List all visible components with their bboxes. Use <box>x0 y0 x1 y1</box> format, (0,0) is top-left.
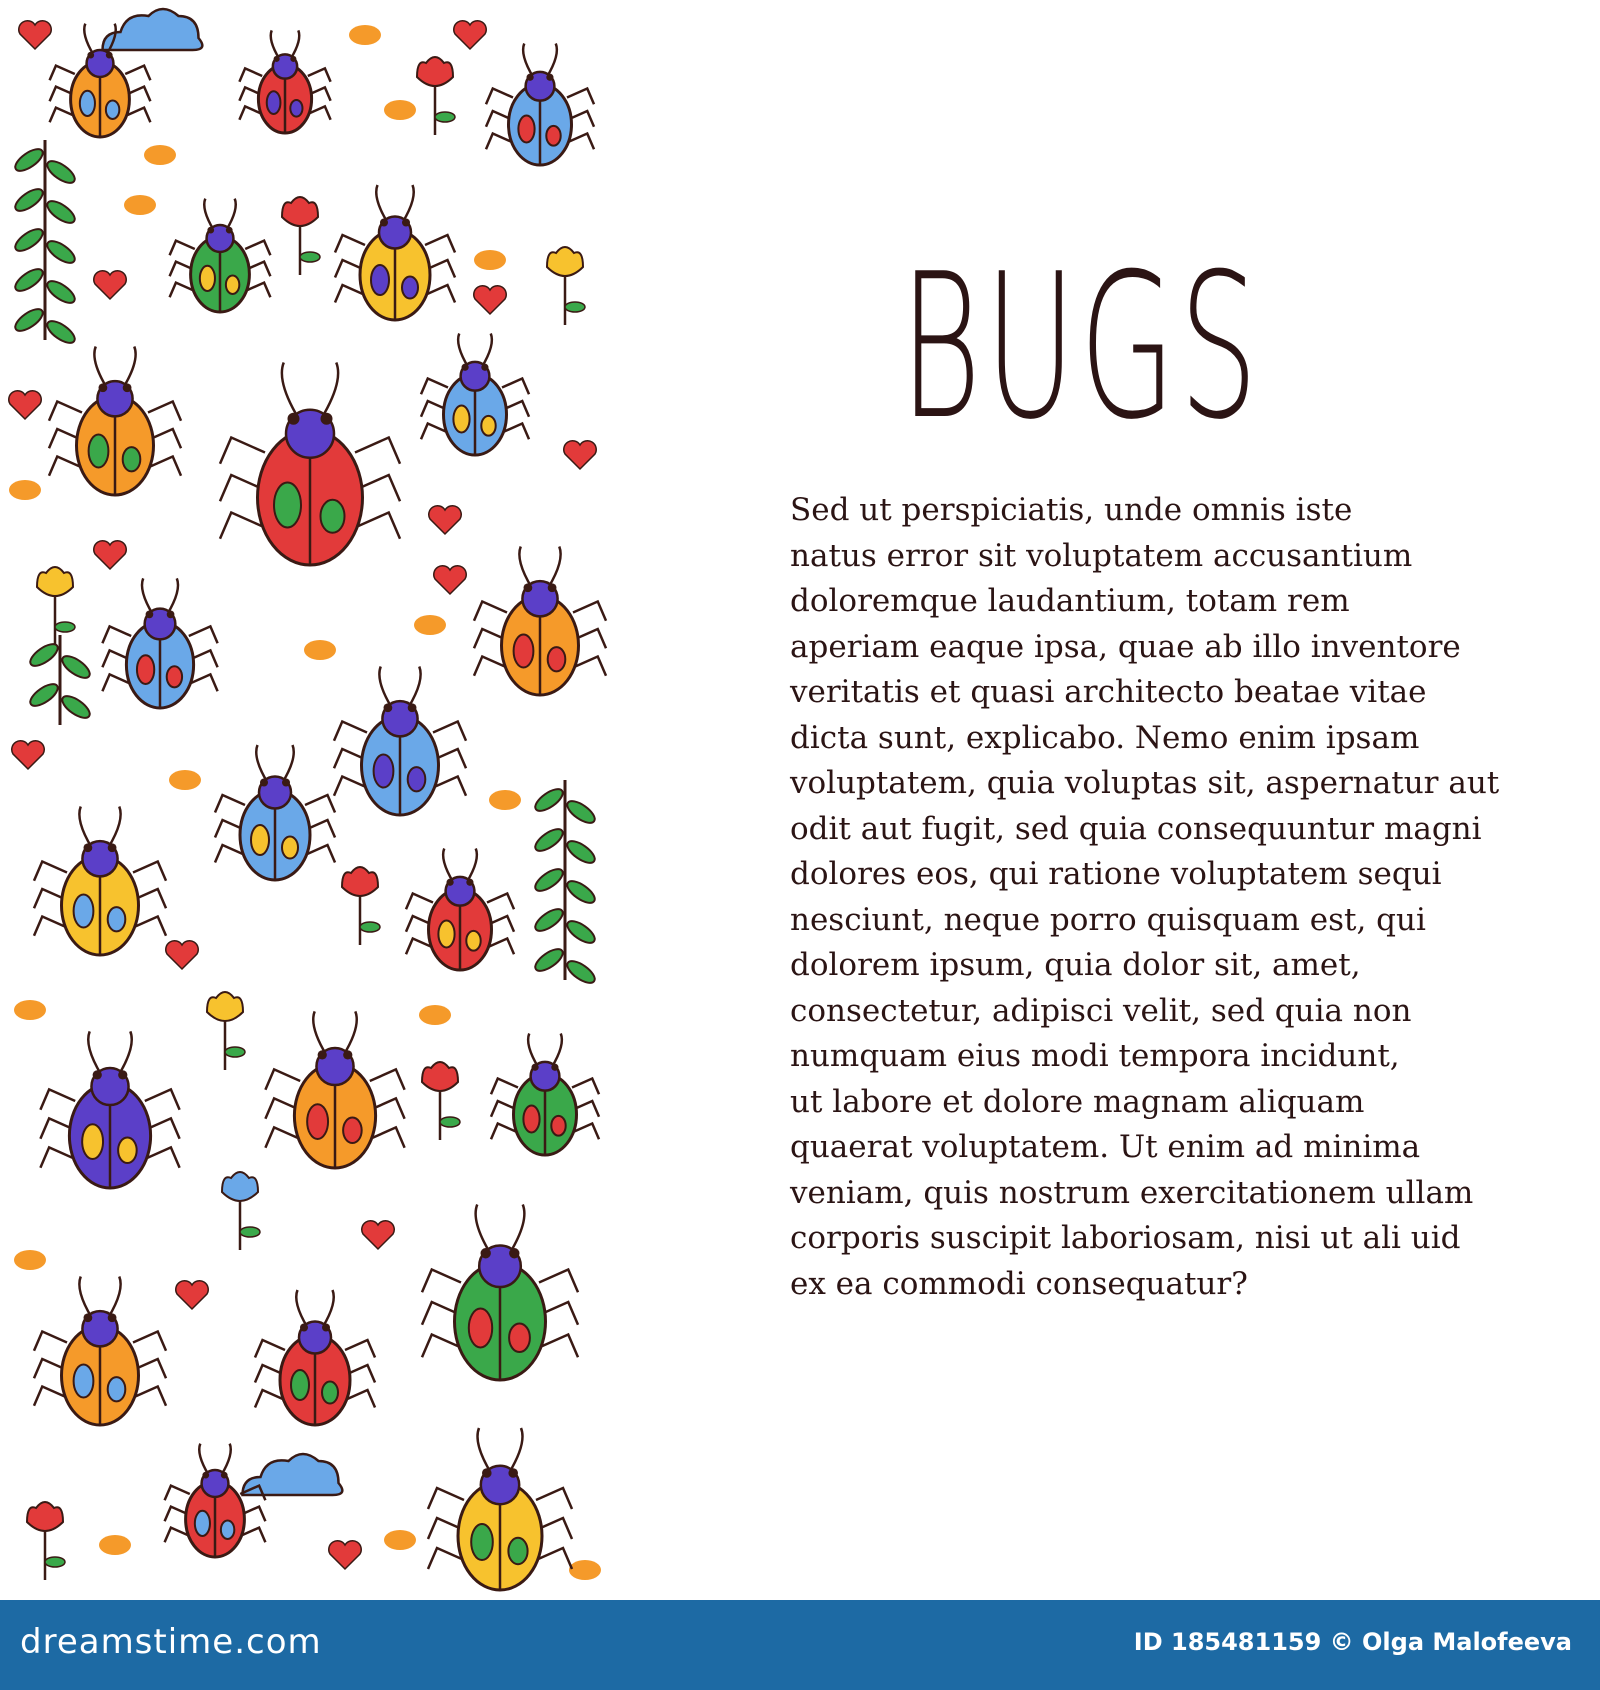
leaf-branch-icon <box>532 780 598 987</box>
leaf-branch-icon <box>27 635 93 725</box>
heart-icon <box>474 286 506 314</box>
orange-blob-icon <box>419 1005 451 1025</box>
body-line: ex ea commodi consequatur? <box>790 1265 1248 1302</box>
orange-blob-icon <box>124 195 156 215</box>
heart-icon <box>434 566 466 594</box>
spotted-beetle-icon <box>49 347 181 496</box>
body-line: odit aut fugit, sed quia consequuntur magni <box>790 810 1482 847</box>
body-line: doloremque laudantium, totam rem <box>790 583 1350 619</box>
orange-blob-icon <box>474 250 506 270</box>
orange-blob-icon <box>384 100 416 120</box>
orange-blob-icon <box>169 770 201 790</box>
blue-bee-icon <box>421 334 529 456</box>
red-beetle-icon <box>406 849 514 971</box>
orange-cricket-icon <box>474 547 606 696</box>
blue-beetle-icon <box>486 44 594 166</box>
stick-bug-icon <box>215 745 335 880</box>
footer-bar <box>0 1600 1600 1690</box>
heart-icon <box>176 1281 208 1309</box>
ladybug-icon <box>239 30 330 133</box>
heart-icon <box>429 506 461 534</box>
heart-icon <box>19 21 51 49</box>
body-line: dicta sunt, explicabo. Nemo enim ipsam <box>790 719 1420 756</box>
orange-blob-icon <box>304 640 336 660</box>
swirl-bug-icon <box>265 1011 404 1168</box>
flower-icon <box>422 1062 460 1140</box>
thin-beetle-icon <box>165 1444 266 1557</box>
page-title: BUGS <box>900 231 1262 464</box>
body-line: dolores eos, qui ratione voluptatem sequi <box>790 856 1442 892</box>
heart-icon <box>362 1221 394 1249</box>
heart-icon <box>94 271 126 299</box>
bug-illustration-panel <box>0 0 620 1600</box>
body-paragraph <box>790 488 1510 1307</box>
brand-watermark: dreamstime.com <box>20 1622 322 1662</box>
striped-beetle-icon <box>40 1031 179 1188</box>
body-line: numquam eius modi tempora incidunt, <box>790 1038 1400 1074</box>
flower-icon <box>417 57 455 135</box>
orange-beetle-icon <box>34 1277 166 1426</box>
heart-icon <box>94 541 126 569</box>
body-line: corporis suscipit laboriosam, nisi ut ali uid <box>790 1220 1461 1256</box>
body-line: veritatis et quasi architecto beatae vitae <box>790 674 1427 710</box>
cloud-icon <box>103 9 203 50</box>
orange-blob-icon <box>384 1530 416 1550</box>
body-line: dolorem ipsum, quia dolor sit, amet, <box>790 947 1361 983</box>
orange-blob-icon <box>144 145 176 165</box>
flower-icon <box>37 567 75 645</box>
leaf-branch-icon <box>12 140 78 347</box>
body-line: aperiam eaque ipsa, quae ab illo inventore <box>790 628 1461 665</box>
body-line: consectetur, adipisci velit, sed quia non <box>790 992 1412 1029</box>
orange-blob-icon <box>569 1560 601 1580</box>
body-line: Sed ut perspiciatis, unde omnis iste <box>790 492 1353 528</box>
heart-icon <box>454 21 486 49</box>
blue-moth-icon <box>334 667 466 816</box>
mosaic-bug-icon <box>255 1290 375 1425</box>
horned-beetle-icon <box>422 1205 578 1381</box>
heart-icon <box>166 941 198 969</box>
orange-blob-icon <box>99 1535 131 1555</box>
orange-blob-icon <box>414 615 446 635</box>
orange-blob-icon <box>489 790 521 810</box>
image-credit: ID 185481159 © Olga Malofeeva <box>1133 1628 1572 1656</box>
flower-icon <box>547 247 585 325</box>
flower-icon <box>282 197 320 275</box>
body-line: natus error sit voluptatem accusantium <box>790 537 1413 574</box>
flower-icon <box>222 1172 260 1250</box>
orange-blob-icon <box>14 1000 46 1020</box>
heart-icon <box>564 441 596 469</box>
body-line: nesciunt, neque porro quisquam est, qui <box>790 901 1426 938</box>
rainbow-scarab-icon <box>220 363 400 566</box>
yellow-beetle-icon <box>335 185 455 320</box>
flower-icon <box>342 867 380 945</box>
flower-icon <box>207 992 245 1070</box>
fly-icon <box>102 578 217 708</box>
orange-blob-icon <box>349 25 381 45</box>
heart-icon <box>329 1541 361 1569</box>
body-line: quaerat voluptatem. Ut enim ad minima <box>790 1129 1421 1165</box>
patch-beetle-icon <box>34 807 166 956</box>
butterfly-icon <box>428 1428 572 1590</box>
orange-blob-icon <box>14 1250 46 1270</box>
flower-icon <box>27 1502 65 1580</box>
cloud-icon <box>243 1454 343 1495</box>
body-line: ut labore et dolore magnam aliquam <box>790 1083 1365 1120</box>
body-line: voluptatem, quia voluptas sit, aspernatur aut <box>790 765 1500 801</box>
body-line: veniam, quis nostrum exercitationem ullam <box>790 1174 1474 1211</box>
heart-icon <box>12 741 44 769</box>
heart-icon <box>9 391 41 419</box>
green-beetle-icon <box>170 199 271 312</box>
green-red-beetle-icon <box>491 1034 599 1156</box>
orange-blob-icon <box>9 480 41 500</box>
